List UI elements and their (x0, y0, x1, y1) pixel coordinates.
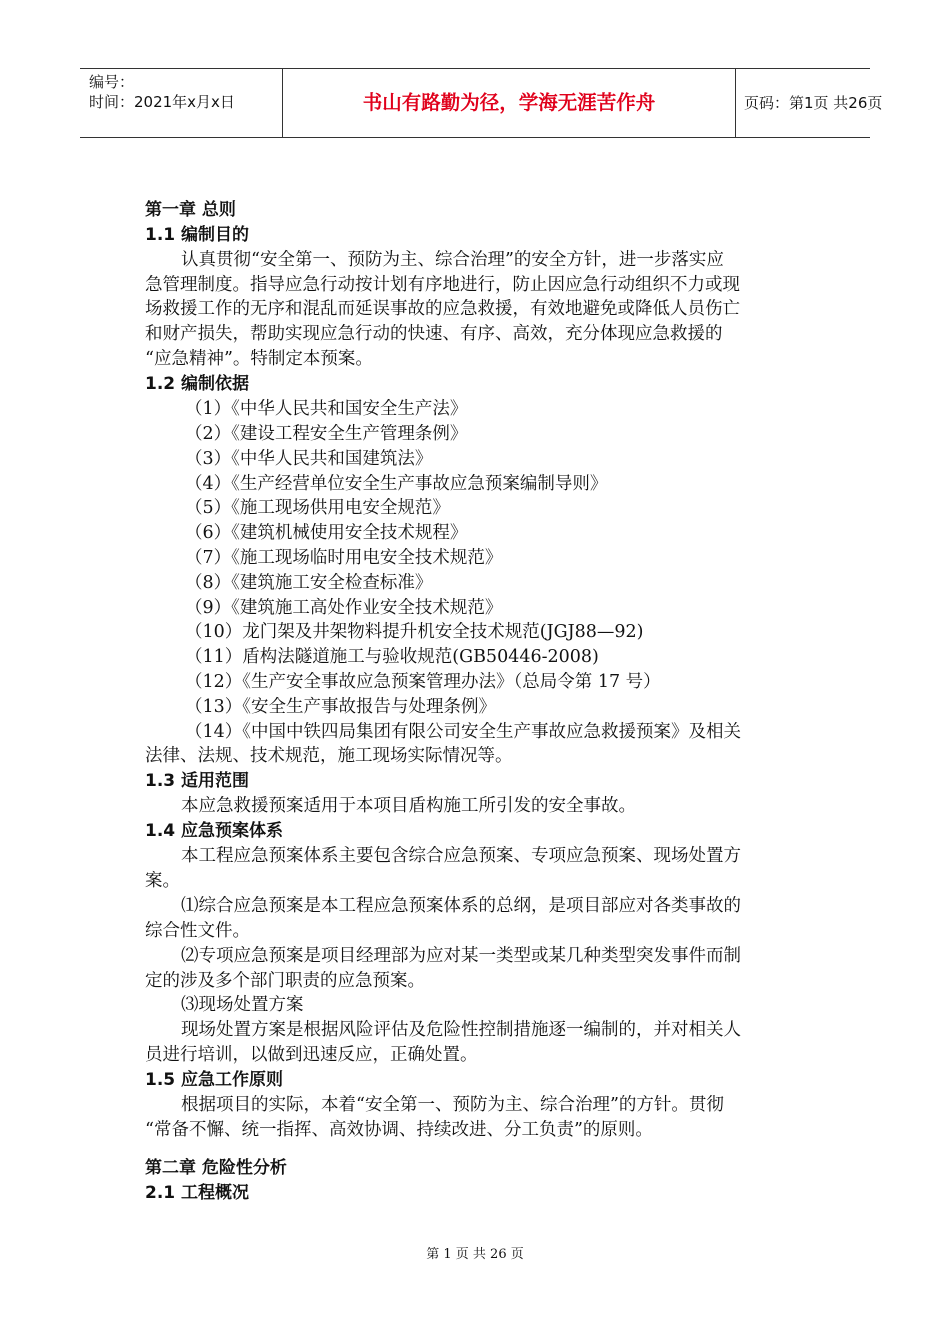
header-page-info: 页码：第1页 共26页 (744, 94, 883, 112)
section-1-5-title: 1.5 应急工作原则 (145, 1070, 284, 1090)
paragraph-line: 员进行培训，以做到迅速反应，正确处置。 (145, 1045, 478, 1065)
paragraph-line: 和财产损失，帮助实现应急行动的快速、有序、高效，充分体现应急救援的 (145, 324, 723, 344)
list-item: （14）《中国中铁四局集团有限公司安全生产事故应急救援预案》及相关 (185, 722, 742, 742)
list-item: （3）《中华人民共和国建筑法》 (185, 449, 433, 469)
list-item: （13）《安全生产事故报告与处理条例》 (185, 697, 497, 717)
header-motto: 书山有路勤为径，学海无涯苦作舟 (362, 91, 656, 114)
section-1-1-title: 1.1 编制目的 (145, 225, 250, 245)
paragraph-line: 场救援工作的无序和混乱而延误事故的应急救援，有效地避免或降低人员伤亡 (145, 299, 740, 319)
list-item: （7）《施工现场临时用电安全技术规范》 (185, 548, 503, 568)
list-item-continuation: 法律、法规、技术规范，施工现场实际情况等。 (145, 746, 513, 766)
list-item: （12）《生产安全事故应急预案管理办法》（总局令第 17 号） (185, 672, 661, 692)
header-motto-cell (282, 69, 736, 137)
section-2-1-title: 2.1 工程概况 (145, 1183, 250, 1203)
paragraph-line: 现场处置方案是根据风险评估及危险性控制措施逐一编制的，并对相关人 (181, 1020, 741, 1040)
list-item: （10）龙门架及井架物料提升机安全技术规范(JGJ88—92) (185, 622, 644, 642)
paragraph-line: 急管理制度。指导应急行动按计划有序地进行，防止因应急行动组织不力或现 (145, 275, 740, 295)
paragraph-line: 定的涉及多个部门职责的应急预案。 (145, 971, 425, 991)
paragraph-line: 本工程应急预案体系主要包含综合应急预案、专项应急预案、现场处置方 (181, 846, 741, 866)
paragraph-line: “常备不懈、统一指挥、高效协调、持续改进、分工负责”的原则。 (145, 1120, 653, 1140)
document-header (80, 68, 883, 138)
list-item: （2）《建设工程安全生产管理条例》 (185, 424, 468, 444)
document-date-label: 时间：2021年x月x日 (89, 93, 235, 111)
section-1-2-title: 1.2 编制依据 (145, 374, 250, 394)
chapter-2-title: 第二章 危险性分析 (145, 1158, 287, 1178)
list-item: （1）《中华人民共和国安全生产法》 (185, 399, 468, 419)
list-item: （6）《建筑机械使用安全技术规程》 (185, 523, 468, 543)
paragraph-line: ⑶现场处置方案 (181, 995, 304, 1015)
header-meta-cell (80, 69, 282, 137)
paragraph-line: 认真贯彻“安全第一、预防为主、综合治理”的安全方针，进一步落实应 (181, 250, 724, 270)
section-1-4-title: 1.4 应急预案体系 (145, 821, 284, 841)
list-item: （11）盾构法隧道施工与验收规范(GB50446-2008) (185, 647, 599, 667)
section-1-3-title: 1.3 适用范围 (145, 771, 250, 791)
paragraph-line: “应急精神”。特制定本预案。 (145, 349, 373, 369)
header-page-cell (735, 69, 883, 137)
paragraph-line: 本应急救援预案适用于本项目盾构施工所引发的安全事故。 (181, 796, 636, 816)
list-item: （8）《建筑施工安全检查标准》 (185, 573, 433, 593)
paragraph-line: ⑴综合应急预案是本工程应急预案体系的总纲，是项目部应对各类事故的 (181, 896, 741, 916)
paragraph-line: ⑵专项应急预案是项目经理部为应对某一类型或某几种类型突发事件而制 (181, 946, 741, 966)
paragraph-line: 根据项目的实际，本着“安全第一、预防为主、综合治理”的方针。贯彻 (181, 1095, 724, 1115)
page-footer: 第 1 页 共 26 页 (426, 1247, 524, 1262)
paragraph-line: 综合性文件。 (145, 921, 250, 941)
list-item: （9）《建筑施工高处作业安全技术规范》 (185, 598, 503, 618)
paragraph-line: 案。 (145, 871, 180, 891)
list-item: （5）《施工现场供用电安全规范》 (185, 498, 450, 518)
chapter-1-title: 第一章 总则 (145, 200, 236, 220)
list-item: （4）《生产经营单位安全生产事故应急预案编制导则》 (185, 474, 608, 494)
document-number-label: 编号： (89, 73, 135, 91)
